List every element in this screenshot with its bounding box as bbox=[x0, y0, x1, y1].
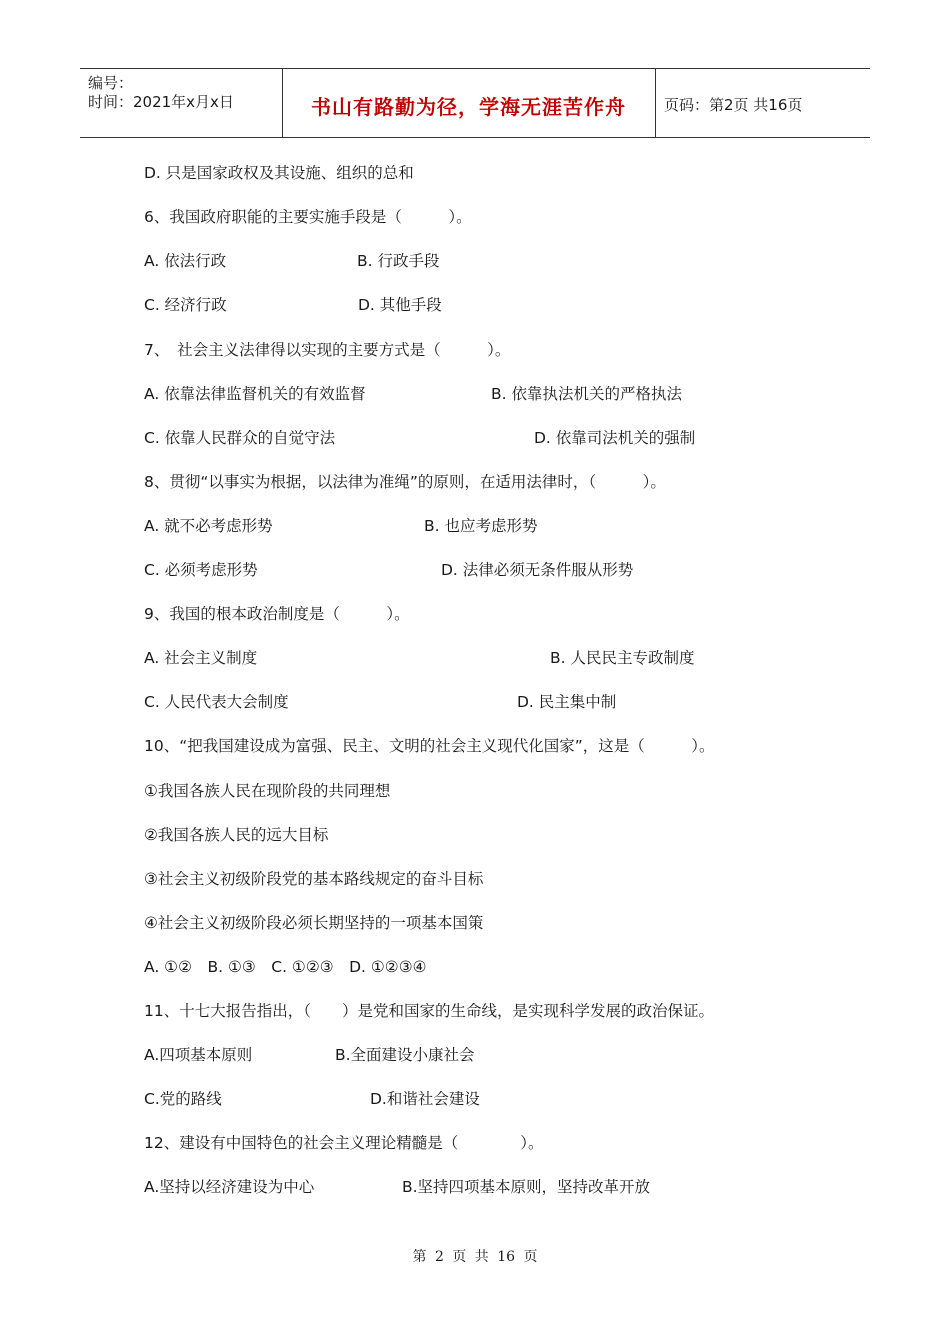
header-motto-cell bbox=[282, 69, 656, 137]
header-page-cell bbox=[655, 69, 870, 137]
question-6: 6、我国政府职能的主要实施手段是（ ）。 bbox=[144, 208, 472, 226]
q8-option-a: A. 就不必考虑形势 bbox=[144, 517, 273, 535]
q11-option-d: D.和谐社会建设 bbox=[370, 1090, 480, 1108]
question-8: 8、贯彻“以事实为根据，以法律为准绳”的原则，在适用法律时，（ ）。 bbox=[144, 473, 666, 491]
option-line: D. 只是国家政权及其设施、组织的总和 bbox=[144, 164, 414, 182]
q6-option-d: D. 其他手段 bbox=[358, 296, 442, 314]
question-7: 7、 社会主义法律得以实现的主要方式是（ ）。 bbox=[144, 341, 511, 359]
q10-statement-3: ③社会主义初级阶段党的基本路线规定的奋斗目标 bbox=[144, 870, 484, 888]
document-header bbox=[80, 68, 870, 138]
q9-option-b: B. 人民民主专政制度 bbox=[550, 649, 695, 667]
q8-option-b: B. 也应考虑形势 bbox=[424, 517, 538, 535]
q11-option-c: C.党的路线 bbox=[144, 1090, 222, 1108]
q9-option-c: C. 人民代表大会制度 bbox=[144, 693, 289, 711]
q10-statement-4: ④社会主义初级阶段必须长期坚持的一项基本国策 bbox=[144, 914, 484, 932]
q12-option-a: A.坚持以经济建设为中心 bbox=[144, 1178, 315, 1196]
q11-option-a: A.四项基本原则 bbox=[144, 1046, 253, 1064]
q7-option-a: A. 依靠法律监督机关的有效监督 bbox=[144, 385, 366, 403]
q7-option-b: B. 依靠执法机关的严格执法 bbox=[491, 385, 682, 403]
q8-option-c: C. 必须考虑形势 bbox=[144, 561, 258, 579]
question-11: 11、十七大报告指出，（ ）是党和国家的生命线，是实现科学发展的政治保证。 bbox=[144, 1002, 714, 1020]
q12-option-b: B.坚持四项基本原则，坚持改革开放 bbox=[402, 1178, 651, 1196]
q9-option-a: A. 社会主义制度 bbox=[144, 649, 258, 667]
q10-options: A. ①② B. ①③ C. ①②③ D. ①②③④ bbox=[144, 958, 427, 976]
q11-option-b: B.全面建设小康社会 bbox=[335, 1046, 475, 1064]
q8-option-d: D. 法律必须无条件服从形势 bbox=[441, 561, 634, 579]
code-label: 编号： bbox=[88, 74, 134, 92]
q7-option-d: D. 依靠司法机关的强制 bbox=[534, 429, 696, 447]
q9-option-d: D. 民主集中制 bbox=[517, 693, 617, 711]
header-meta-cell bbox=[80, 69, 283, 137]
q10-statement-2: ②我国各族人民的远大目标 bbox=[144, 826, 329, 844]
q10-statement-1: ①我国各族人民在现阶段的共同理想 bbox=[144, 782, 391, 800]
time-label: 时间：2021年x月x日 bbox=[88, 93, 234, 111]
q7-option-c: C. 依靠人民群众的自觉守法 bbox=[144, 429, 336, 447]
question-12: 12、建设有中国特色的社会主义理论精髓是（ ）。 bbox=[144, 1134, 544, 1152]
question-9: 9、我国的根本政治制度是（ ）。 bbox=[144, 605, 410, 623]
page-info: 页码：第2页 共16页 bbox=[664, 96, 803, 114]
q6-option-b: B. 行政手段 bbox=[357, 252, 440, 270]
q6-option-c: C. 经济行政 bbox=[144, 296, 227, 314]
page-footer: 第 2 页 共 16 页 bbox=[412, 1249, 538, 1265]
question-10: 10、“把我国建设成为富强、民主、文明的社会主义现代化国家”，这是（ ）。 bbox=[144, 737, 715, 755]
motto-text: 书山有路勤为径，学海无涯苦作舟 bbox=[311, 95, 626, 119]
q6-option-a: A. 依法行政 bbox=[144, 252, 227, 270]
